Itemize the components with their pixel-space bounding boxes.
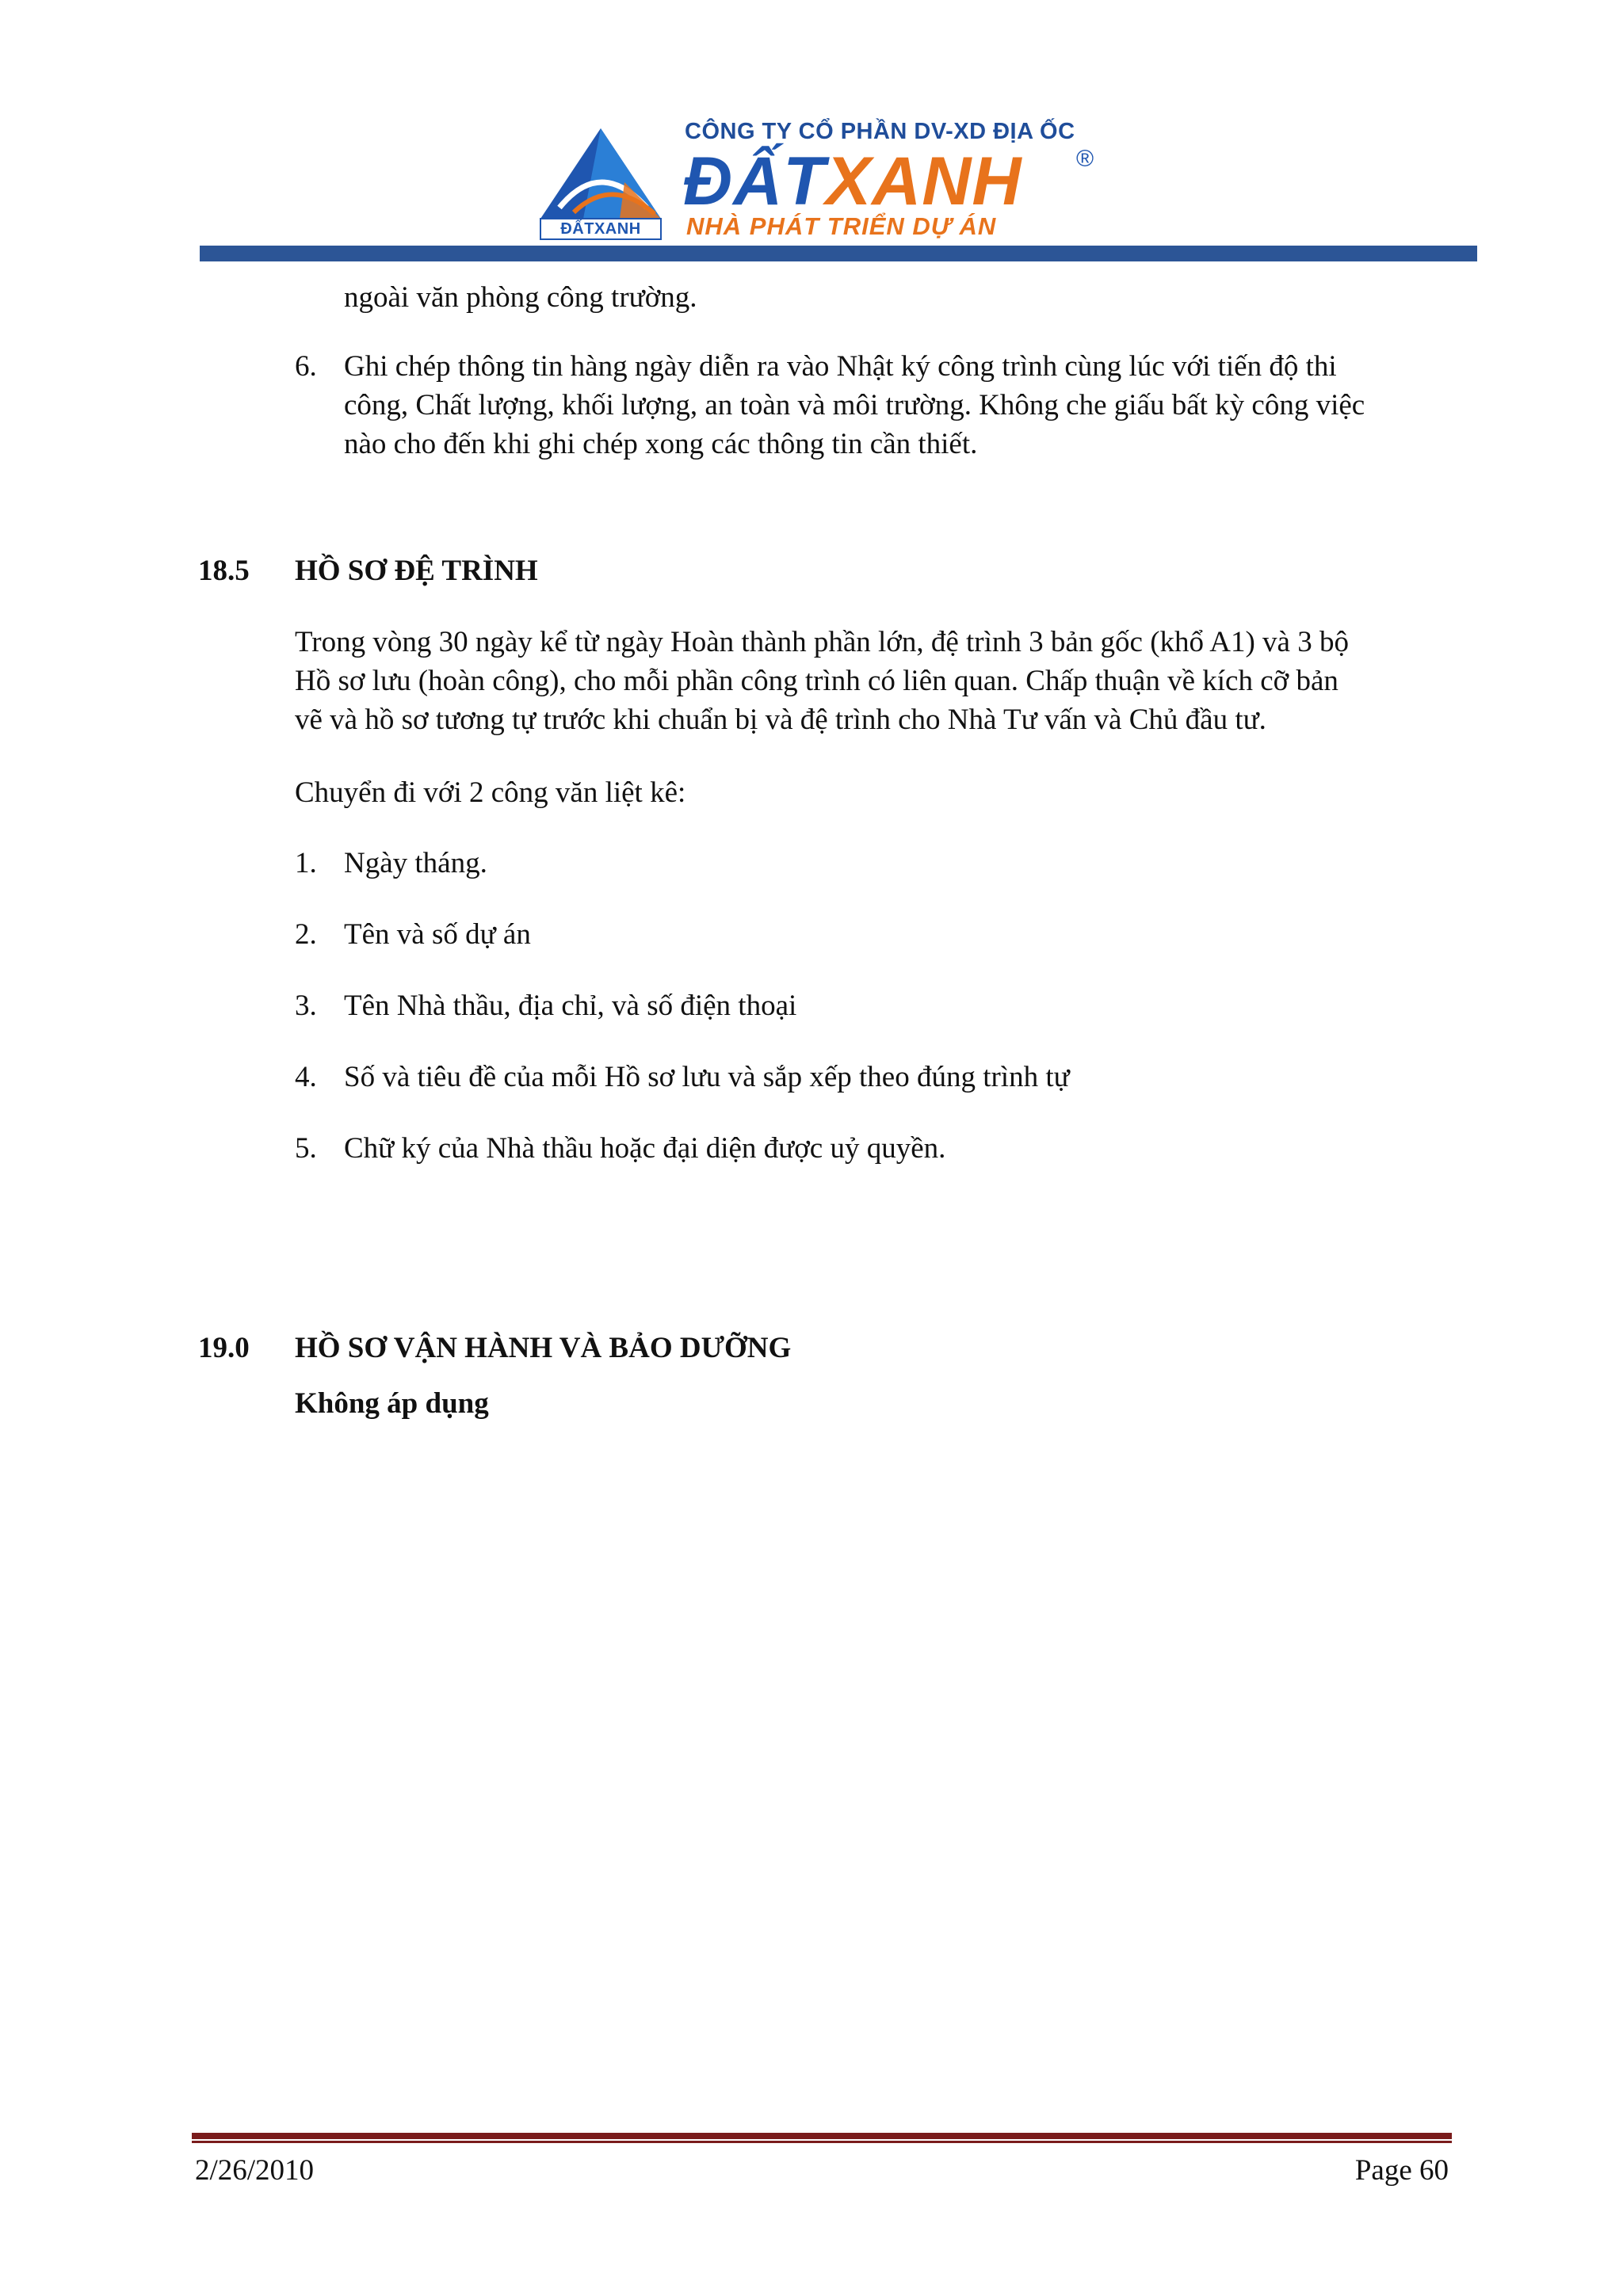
item6-line-3: nào cho đến khi ghi chép xong các thông tin cần thiết. [344, 428, 978, 460]
header-divider [200, 246, 1477, 261]
list-item: Tên Nhà thầu, địa chỉ, và số điện thoại [344, 990, 797, 1022]
section-number: 19.0 [198, 1332, 250, 1364]
footer-page-number: Page 60 [1354, 2154, 1449, 2187]
paragraph-line-3: vẽ và hồ sơ tương tự trước khi chuẩn bị và đệ trình cho Nhà Tư vấn và Chủ đầu tư. [295, 704, 1266, 736]
list-item: Ngày tháng. [344, 847, 487, 879]
company-tagline: NHÀ PHÁT TRIỂN DỰ ÁN [686, 212, 997, 240]
section-title: HỒ SƠ VẬN HÀNH VÀ BẢO DƯỠNG [295, 1332, 792, 1364]
footer-date: 2/26/2010 [195, 2154, 315, 2187]
footer-divider [192, 2133, 1452, 2139]
registered-mark: ® [1076, 146, 1094, 172]
list-item-number: 6. [295, 350, 317, 383]
paragraph-line-1: Trong vòng 30 ngày kể từ ngày Hoàn thành phần lớn, đệ trình 3 bản gốc (khổ A1) và 3 bộ [295, 626, 1349, 658]
paragraph-line-2: Hồ sơ lưu (hoàn công), cho mỗi phần công trình có liên quan. Chấp thuận về kích cỡ bản [295, 665, 1338, 697]
item6-line-1: Ghi chép thông tin hàng ngày diễn ra vào Nhật ký công trình cùng lúc với tiến độ thi [344, 350, 1337, 383]
list-item: Số và tiêu đề của mỗi Hồ sơ lưu và sắp xếp theo đúng trình tự [344, 1061, 1070, 1093]
section-note: Không áp dụng [295, 1387, 489, 1420]
list-item-number: 5. [295, 1132, 317, 1165]
company-name-line: CÔNG TY CỔ PHẦN DV-XD ĐỊA ỐC [685, 119, 1075, 144]
item6-line-2: công, Chất lượng, khối lượng, an toàn và môi trường. Không che giấu bất kỳ công việc [344, 389, 1365, 421]
list-item: Chữ ký của Nhà thầu hoặc đại diện được uỷ quyền. [344, 1132, 946, 1165]
section-number: 18.5 [198, 555, 250, 587]
brand-wordmark [683, 143, 1022, 219]
brand-left: ĐẤT [683, 143, 826, 219]
section-title: HỒ SƠ ĐỆ TRÌNH [295, 555, 538, 587]
list-item-number: 2. [295, 918, 317, 951]
logo-caption: ĐẤTXANH [560, 220, 641, 238]
continuation-line: ngoài văn phòng công trường. [344, 281, 697, 314]
list-item: Tên và số dự án [344, 918, 531, 951]
footer-divider-thin [192, 2141, 1452, 2143]
list-item-number: 1. [295, 847, 317, 879]
brand-right: XANH [825, 143, 1022, 219]
list-item-number: 3. [295, 990, 317, 1022]
list-item-number: 4. [295, 1061, 317, 1093]
list-intro: Chuyển đi với 2 công văn liệt kê: [295, 776, 686, 809]
